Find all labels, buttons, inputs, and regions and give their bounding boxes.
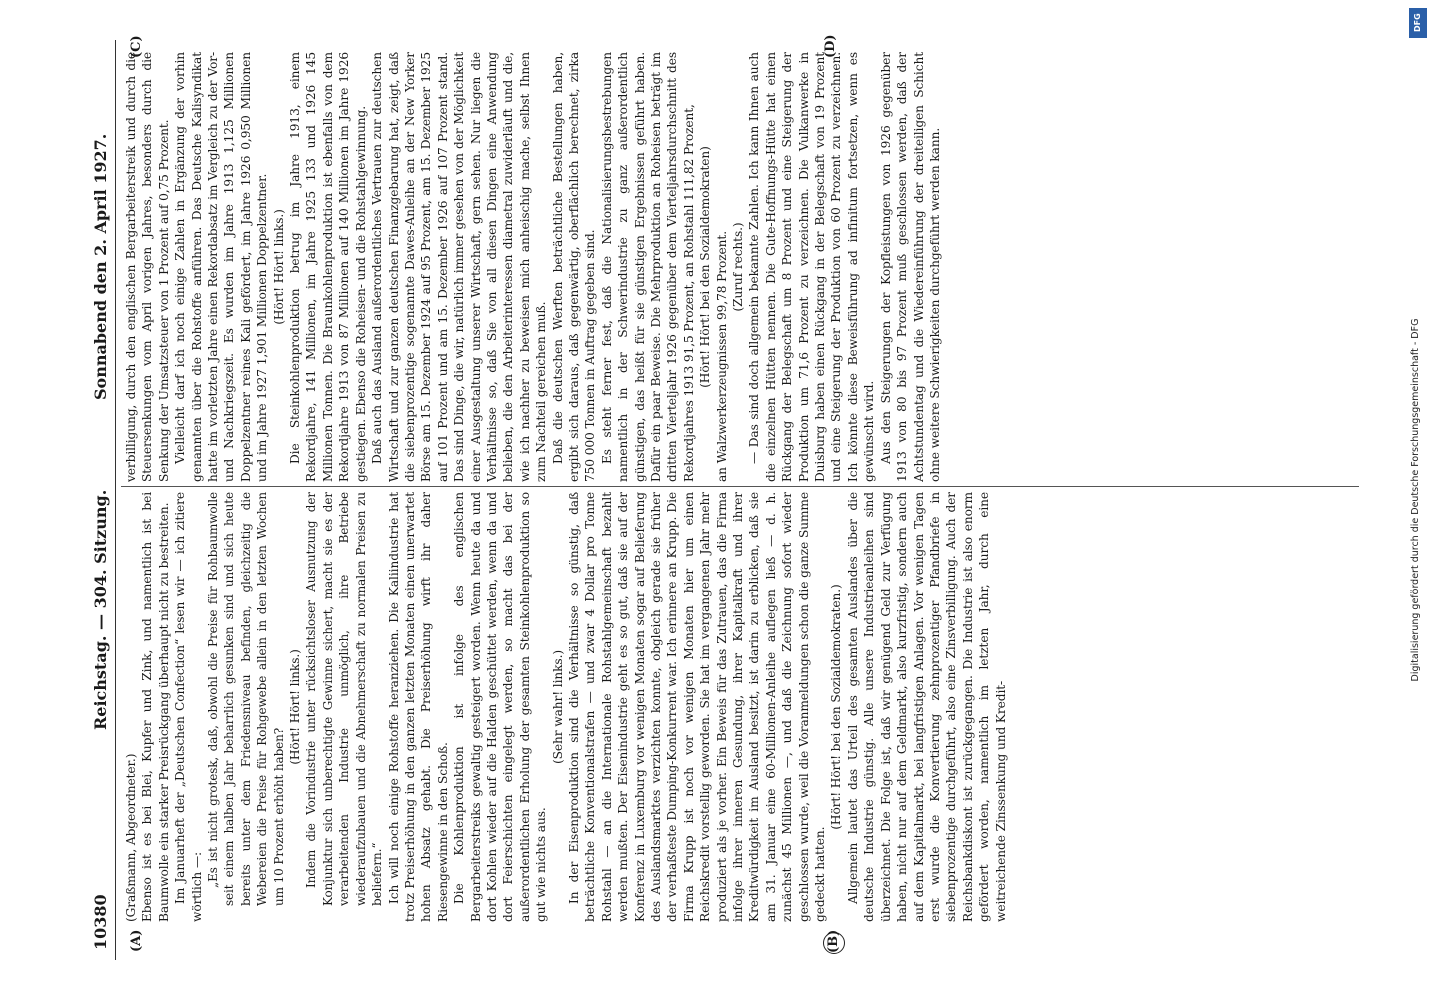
paragraph: In der Eisenproduktion sind die Verhältnisse so günstig, daß beträchtliche Konventionalstrafen — und zwar 4 Dollar pro Tonne Rohstahl — an die Internationale Rohstahlgemeinschaft bezahlt werden mußten. Der Eisenindustrie geht es so gut, daß sie auf der Konferenz in Luxemburg vor wenigen Monaten sogar auf Belieferung des Auslandsmarktes verzichten konnte, obgleich gerade sie früher der verhaßteste Dumping-Konkurrent war. Ich erinnere an Krupp. Die Firma Krupp ist noch vor wenigen Monaten hier um einen Reichskredit vorstellig geworden. Sie hat im vergangenen Jahr mehr produziert als je vorher. Ein Beweis für das Zutrauen, das die Firma infolge ihrer inneren Gesundung, ihrer Kapitalkraft und ihrer Kreditwürdigkeit im Ausland besitzt, ist darin zu erblicken, daß sie am 31. Januar eine 60-Millionen-Anleihe auflegen ließ — d. h. zunächst 45 Millionen —, und daß die Zeichnung sofort wieder geschlossen wurde, weil die Voranmeldungen schon die ganze Summe gedeckt hatten. [566, 492, 828, 922]
paragraph: — Das sind doch allgemein bekannte Zahlen. Ich kann Ihnen auch die einzelnen Hütten nennen. Die Gute-Hoffnungs-Hütte hat einen Rückgang der Belegschaft um 8 Prozent und eine Steigerung der Produktion um 71,6 Prozent zu verzeichnen. Die Vulkanwerke in Duisburg haben einen Rückgang in der Belegschaft von 19 Prozent und eine Steigerung der Produktion von 60 Prozent zu verzeichnen. Ich könnte diese Beweisführung ad infinitum fortsetzen, wenn es gewünscht wird. [747, 52, 877, 482]
scanned-page [85, 34, 1365, 960]
interjection: (Zuruf rechts.) [731, 222, 746, 312]
interjection: (Hört! Hört! links.) [288, 649, 303, 765]
paragraph: Es steht ferner fest, daß die Nationalisierungsbestrebungen namentlich in der Schwerindustrie zu ganz außerordentlich günstigen, das heißt für sie günstigen Ergebnissen geführt haben. Dafür ein paar Beweise. Die Mehrproduktion an Roheisen beträgt im dritten Vierteljahr 1926 gegenüber dem Vierteljahrsdurchschnitt des Rekordjahres 1913 91,5 Prozent, an Rohstahl 111,82 Prozent, [599, 52, 696, 482]
paragraph: Vielleicht darf ich noch einige Zahlen in Ergänzung der vorhin genannten über die Rohstoffe anführen. Das Deutsche Kalisyndikat hatte im vorletzten Jahre einen Rekordabsatz im Vergleich zu der Vor- und Nachkriegszeit. Es wurden im Jahre 1913 1,125 Millionen Doppelzentner reines Kali gefördert, im Jahre 1926 0,950 Millionen und im Jahre 1927 1,901 Millionen Doppelzentner. [173, 52, 270, 482]
column-divider [121, 486, 1359, 487]
margin-mark-c: (C) [129, 35, 144, 58]
paragraph: an Walzwerkerzeugnissen 99,78 Prozent. [714, 231, 729, 482]
speaker-line: (Graßmann, Abgeordneter.) [124, 753, 138, 922]
margin-mark-b-label: (B) [823, 932, 845, 954]
interjection: (Hört! Hört! links.) [271, 209, 286, 325]
paragraph: Ich will noch einige Rohstoffe heranziehen. Die Kaliindustrie hat trotz Preiserhöhung in den ganzen letzten Monaten einen unerwartet hohen Absatz gehabt. Die Preiserhöhung wirft ihr daher Riesengewinne in den Schoß. [386, 492, 450, 922]
quotation: „Es ist nicht grotesk, daß, obwohl die Preise für Rohbaumwolle seit einem halben Jahr beharrlich gesunken sind und sich heute bereits unter dem Friedensniveau befinden, gleichzeitig die Webereien die Preise für Rohgewebe allein in den letzten Wochen um 10 Prozent erhöht haben? [206, 492, 286, 906]
margin-mark-a: (A) [129, 929, 144, 952]
margin-mark-d: (D) [823, 34, 838, 58]
paragraph: Allgemein lautet das Urteil des gesamten Auslandes über die deutsche Industrie günstig. Alle unsere Industrieanleihen sind überzeichnet. Die Folge ist, daß wir genügend Geld zur Verfügung haben, nicht nur auf dem Geldmarkt, also kurzfristig, sondern auch auf dem Kapitalmarkt, bei langfristigen Anlagen. Vor wenigen Tagen erst wurde die Konvertierung zehnprozentiger Pfandbriefe in siebenprozentige durchgeführt, also eine Zinsverbilligung. Auch der Reichsbankdiskont ist zurückgegangen. Die Industrie ist also enorm gefördert worden, namentlich im letzten Jahr, durch eine weitreichende Zinssenkung und Kredit- [845, 492, 1008, 922]
right-column [123, 52, 1358, 482]
left-column [123, 492, 1358, 922]
dfg-logo: DFG [1409, 8, 1427, 38]
paragraph: Daß auch das Ausland außerordentliches Vertrauen zur deutschen Wirtschaft und zur ganzen deutschen Finanzgebarung hat, zeigt, daß die siebenprozentige sogenannte Dawes-Anleihe an der New Yorker Börse am 15. Dezember 1924 auf 95 Prozent, am 15. Dezember 1925 auf 101 Prozent und am 15. Dezember 1926 auf 107 Prozent stand. Das sind Dinge, die wir, natürlich immer gesehen von der Möglichkeit einer Ausgestaltung unserer Wirtschaft, gern sehen. Nur liegen die Verhältnisse so, daß Sie von all diesen Dingen eine Anwendung belieben, die den Arbeiterinteressen diametral zuwiderläuft und die, wie ich nachher zu beweisen mich anheischig mache, selbst Ihnen zum Nachteil gereichen muß. [370, 52, 549, 482]
page-number: 10380 [91, 894, 110, 950]
interjection: (Hört! Hört! bei den Sozialdemokraten) [698, 146, 713, 388]
digitization-credit: Digitalisierung gefördert durch die Deutsche Forschungsgemeinschaft - DFG [1410, 318, 1421, 682]
paragraph: verbilligung, durch den englischen Bergarbeiterstreik und durch die Steuersenkungen vom April vorigen Jahres, besonders durch die Senkung der Umsatzsteuer von 1 Prozent auf 0,75 Prozent. [124, 52, 171, 482]
margin-mark-b [823, 929, 845, 954]
session-title: Reichstag. — 304. Sitzung. [91, 489, 110, 730]
paragraph: Daß die deutschen Werften beträchtliche Bestellungen haben, ergibt sich daraus, daß gegenwärtig, oberflächlich berechnet, zirka 750 000 Tonnen in Auftrag gegeben sind. [550, 52, 598, 482]
paragraph: Die Kohlenproduktion ist infolge des englischen Bergarbeiterstreiks gewaltig gesteigert worden. Wenn heute da und dort Kohlen wieder auf die Halden geschüttet werden, wenn da und dort Feierschichten eingelegt werden, so macht das bei der außerordentlichen Erholung der gesamten Steinkohlenproduktion so gut wie nichts aus. [452, 492, 549, 922]
paragraph: Aus den Steigerungen der Kopfleistungen von 1926 gegenüber 1913 von 80 bis 97 Prozent muß geschlossen werden, daß der Achtstundentag und die Wiedereinführung der dreiteiligen Schicht ohne weitere Schwierigkeiten durchgeführt werden kann. [878, 52, 942, 482]
paragraph: Die Steinkohlenproduktion betrug im Jahre 1913, einem Rekordjahre, 141 Millionen, im Jahre 1925 133 und 1926 145 Millionen Tonnen. Die Braunkohlenproduktion ist ebenfalls von dem Rekordjahre 1913 von 87 Millionen auf 140 Millionen im Jahre 1926 gestiegen. Ebenso die Roheisen- und die Rohstahlgewinnung. [288, 52, 368, 482]
paragraph: Im Januarheft der „Deutschen Confection“ lesen wir — ich zitiere wörtlich —: [173, 492, 204, 922]
page-header [85, 40, 116, 960]
interjection: (Sehr wahr! links.) [550, 649, 565, 765]
quotation: Indem die Vorindustrie unter rücksichtsloser Ausnutzung der Konjunktur sich unberechtigte Gewinne sichert, macht sie es der verarbeitenden Industrie unmöglich, ihre Betriebe wiederaufzubauen und die Abnehmerschaft zu normalen Preisen zu beliefern.“ [304, 492, 385, 906]
rotated-page [85, 34, 1365, 960]
paragraph: Ebenso ist es bei Blei, Kupfer und Zink, und namentlich ist bei Baumwolle ein starker Preisrückgang überhaupt nicht zu bestreiten. [140, 492, 171, 922]
session-date: Sonnabend den 2. April 1927. [91, 133, 110, 400]
interjection: (Hört! Hört! bei den Sozialdemokraten.) [829, 584, 844, 830]
